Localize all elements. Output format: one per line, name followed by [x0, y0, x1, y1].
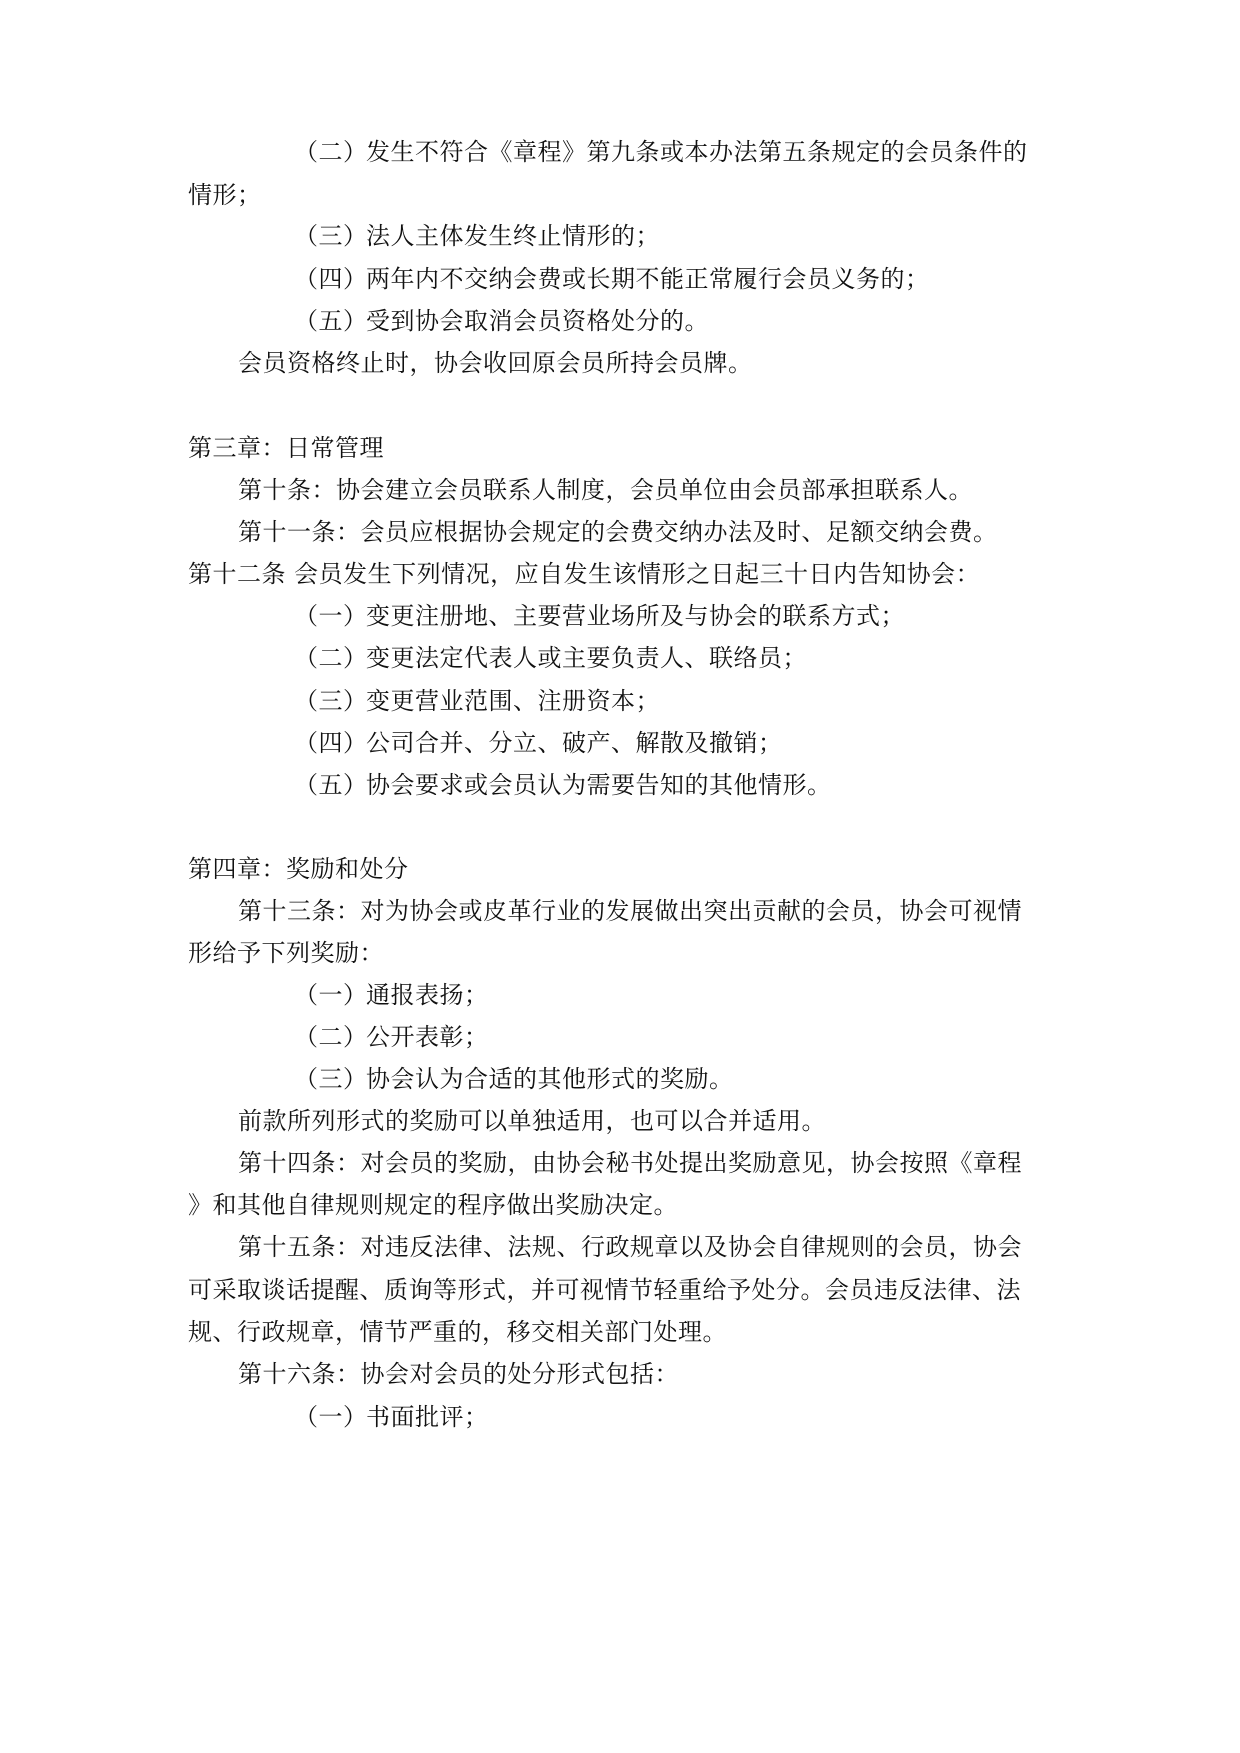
list-item	[294, 686, 660, 716]
article-15-continuation: 规、行政规章，情节严重的，移交相关部门处理。	[188, 1318, 727, 1346]
list-number: （一）	[294, 1403, 368, 1431]
list-item	[294, 306, 709, 336]
list-item	[294, 221, 660, 251]
article-14-continuation: 》和其他自律规则规定的程序做出奖励决定。	[188, 1191, 678, 1219]
list-text: 通报表扬；	[366, 981, 489, 1009]
list-item	[294, 1022, 489, 1052]
list-item	[294, 980, 489, 1010]
article-11: 第十一条：会员应根据协会规定的会费交纳办法及时、足额交纳会费。	[238, 518, 998, 546]
article-12: 第十二条 会员发生下列情况，应自发生该情形之日起三十日内告知协会：	[188, 560, 981, 588]
list-item	[294, 137, 1028, 167]
list-number: （五）	[294, 771, 368, 799]
article-10: 第十条：协会建立会员联系人制度，会员单位由会员部承担联系人。	[238, 476, 973, 504]
list-number: （二）	[294, 644, 368, 672]
list-text: 书面批评；	[366, 1403, 489, 1431]
list-number: （二）	[294, 138, 368, 166]
list-item	[294, 1402, 489, 1432]
list-text: 公司合并、分立、破产、解散及撤销；	[366, 729, 783, 757]
article-15: 第十五条：对违反法律、法规、行政规章以及协会自律规则的会员，协会	[238, 1233, 1022, 1261]
list-number: （一）	[294, 602, 368, 630]
list-number: （四）	[294, 729, 368, 757]
list-number: （五）	[294, 307, 368, 335]
list-item	[294, 728, 783, 758]
list-text: 协会认为合适的其他形式的奖励。	[366, 1065, 734, 1093]
paragraph: 前款所列形式的奖励可以单独适用，也可以合并适用。	[238, 1107, 826, 1135]
list-item-continuation: 情形；	[188, 181, 262, 209]
list-item	[294, 264, 930, 294]
article-16: 第十六条：协会对会员的处分形式包括：	[238, 1360, 679, 1388]
list-item	[294, 1064, 734, 1094]
chapter-heading: 第四章：奖励和处分	[188, 855, 409, 883]
article-13-continuation: 形给予下列奖励：	[188, 939, 384, 967]
list-number: （三）	[294, 1065, 368, 1093]
list-item	[294, 770, 832, 800]
list-text: 发生不符合《章程》第九条或本办法第五条规定的会员条件的	[366, 138, 1028, 166]
article-14: 第十四条：对会员的奖励，由协会秘书处提出奖励意见，协会按照《章程	[238, 1149, 1022, 1177]
list-text: 两年内不交纳会费或长期不能正常履行会员义务的；	[366, 265, 930, 293]
article-15-continuation: 可采取谈话提醒、质询等形式，并可视情节轻重给予处分。会员违反法律、法	[188, 1276, 1021, 1304]
list-text: 公开表彰；	[366, 1023, 489, 1051]
list-number: （四）	[294, 265, 368, 293]
list-number: （二）	[294, 1023, 368, 1051]
list-text: 变更法定代表人或主要负责人、联络员；	[366, 644, 807, 672]
list-item	[294, 601, 905, 631]
list-text: 受到协会取消会员资格处分的。	[366, 307, 709, 335]
list-number: （一）	[294, 981, 368, 1009]
article-13: 第十三条：对为协会或皮革行业的发展做出突出贡献的会员，协会可视情	[238, 897, 1022, 925]
paragraph: 会员资格终止时，协会收回原会员所持会员牌。	[238, 349, 753, 377]
chapter-heading: 第三章：日常管理	[188, 434, 384, 462]
list-text: 变更营业范围、注册资本；	[366, 687, 660, 715]
list-text: 变更注册地、主要营业场所及与协会的联系方式；	[366, 602, 905, 630]
list-item	[294, 643, 807, 673]
list-number: （三）	[294, 222, 368, 250]
list-text: 协会要求或会员认为需要告知的其他情形。	[366, 771, 832, 799]
list-text: 法人主体发生终止情形的；	[366, 222, 660, 250]
list-number: （三）	[294, 687, 368, 715]
